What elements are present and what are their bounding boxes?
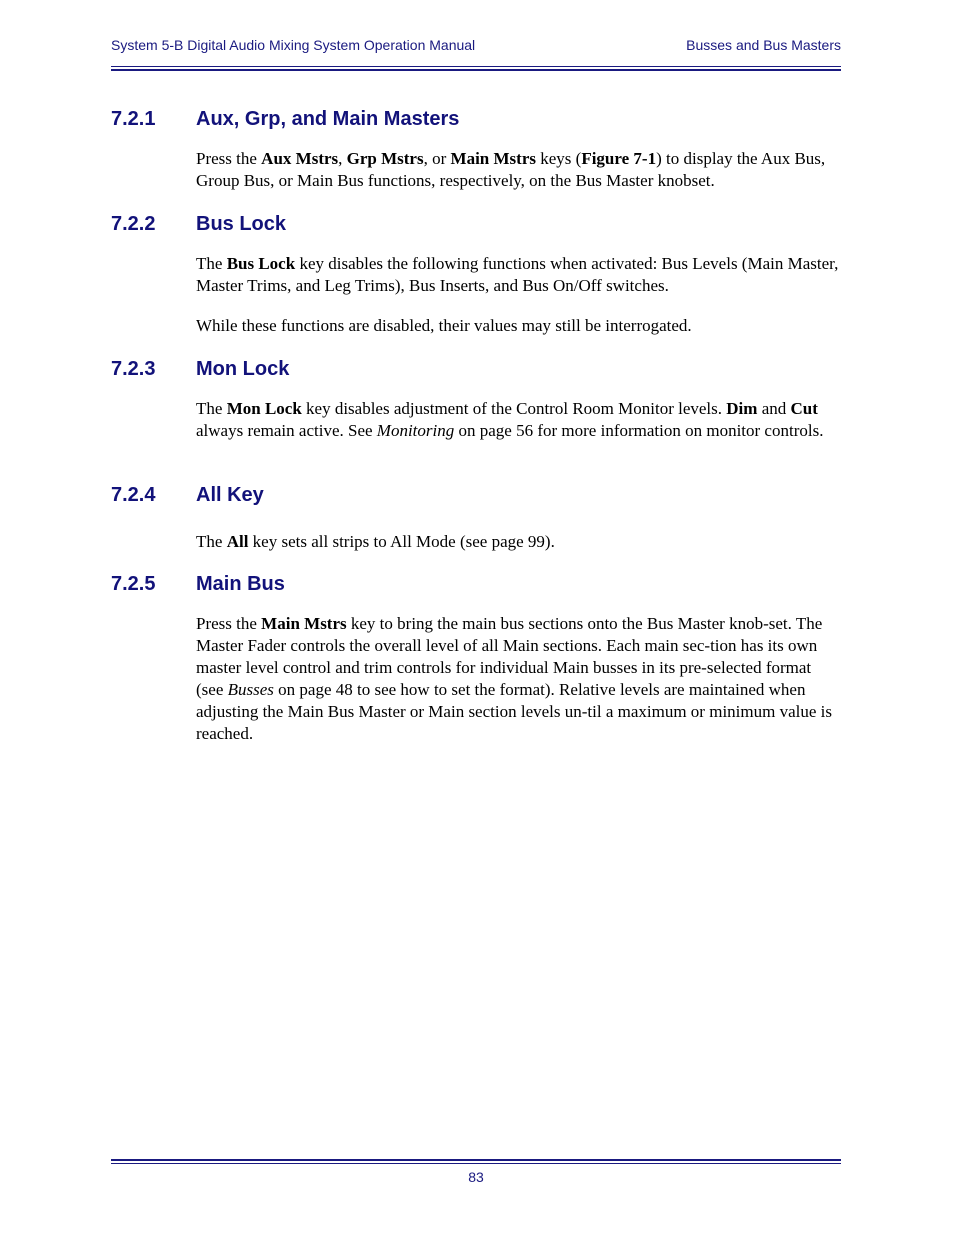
section-7-2-1 xyxy=(111,106,841,192)
header-chapter-title: Busses and Bus Masters xyxy=(686,37,841,53)
header-rule-bottom xyxy=(111,69,841,71)
section-paragraph: The Mon Lock key disables adjustment of the Control Room Monitor levels. Dim and Cut always remain active. See Monitoring on page 56 for more information on monitor controls. xyxy=(196,399,824,440)
section-paragraph-2: While these functions are disabled, their values may still be interrogated. xyxy=(196,316,692,335)
section-number: 7.2.4 xyxy=(111,484,156,506)
section-7-2-2 xyxy=(111,211,841,337)
section-title: All Key xyxy=(196,484,264,506)
section-title: Bus Lock xyxy=(196,213,287,235)
section-heading xyxy=(111,571,841,597)
section-paragraph: Press the Aux Mstrs, Grp Mstrs, or Main Mstrs keys (Figure 7-1) to display the Aux Bus, Group Bus, or Main Bus functions, respectively, on the Bus Master knobset. xyxy=(196,149,826,190)
footer-rule-bottom xyxy=(111,1163,841,1164)
header-manual-title: System 5-B Digital Audio Mixing System Operation Manual xyxy=(111,37,476,53)
section-heading xyxy=(111,482,841,508)
section-number: 7.2.3 xyxy=(111,358,156,380)
page-number: 83 xyxy=(468,1169,484,1185)
section-title: Mon Lock xyxy=(196,358,290,380)
section-title: Aux, Grp, and Main Masters xyxy=(196,108,460,130)
section-number: 7.2.1 xyxy=(111,108,156,130)
section-7-2-5 xyxy=(111,571,841,745)
section-heading xyxy=(111,356,841,382)
section-number: 7.2.5 xyxy=(111,573,156,595)
section-heading xyxy=(111,106,841,132)
page-header xyxy=(111,37,841,57)
header-rule-top xyxy=(111,66,841,67)
section-paragraph: The All key sets all strips to All Mode (see page 99). xyxy=(196,532,555,551)
section-number: 7.2.2 xyxy=(111,213,156,235)
section-7-2-4 xyxy=(111,482,841,553)
section-heading xyxy=(111,211,841,237)
section-paragraph: The Bus Lock key disables the following functions when activated: Bus Levels (Main Master, Master Trims, and Leg Trims), Bus Inserts, and Bus On/Off switches. xyxy=(196,254,839,295)
section-title: Main Bus xyxy=(196,573,285,595)
footer-rule-top xyxy=(111,1159,841,1161)
section-paragraph: Press the Main Mstrs key to bring the main bus sections onto the Bus Master knob-set. The Master Fader controls the overall level of all Main sections. Each main sec-tion has its own master level control and trim controls for individual Main busses in its pre-selected format (see Busses on page 48 to see how to set the format). Relative levels are maintained when adjusting the Main Bus Master or Main section levels un-til a maximum or minimum value is reached. xyxy=(196,614,832,743)
section-7-2-3 xyxy=(111,356,841,442)
